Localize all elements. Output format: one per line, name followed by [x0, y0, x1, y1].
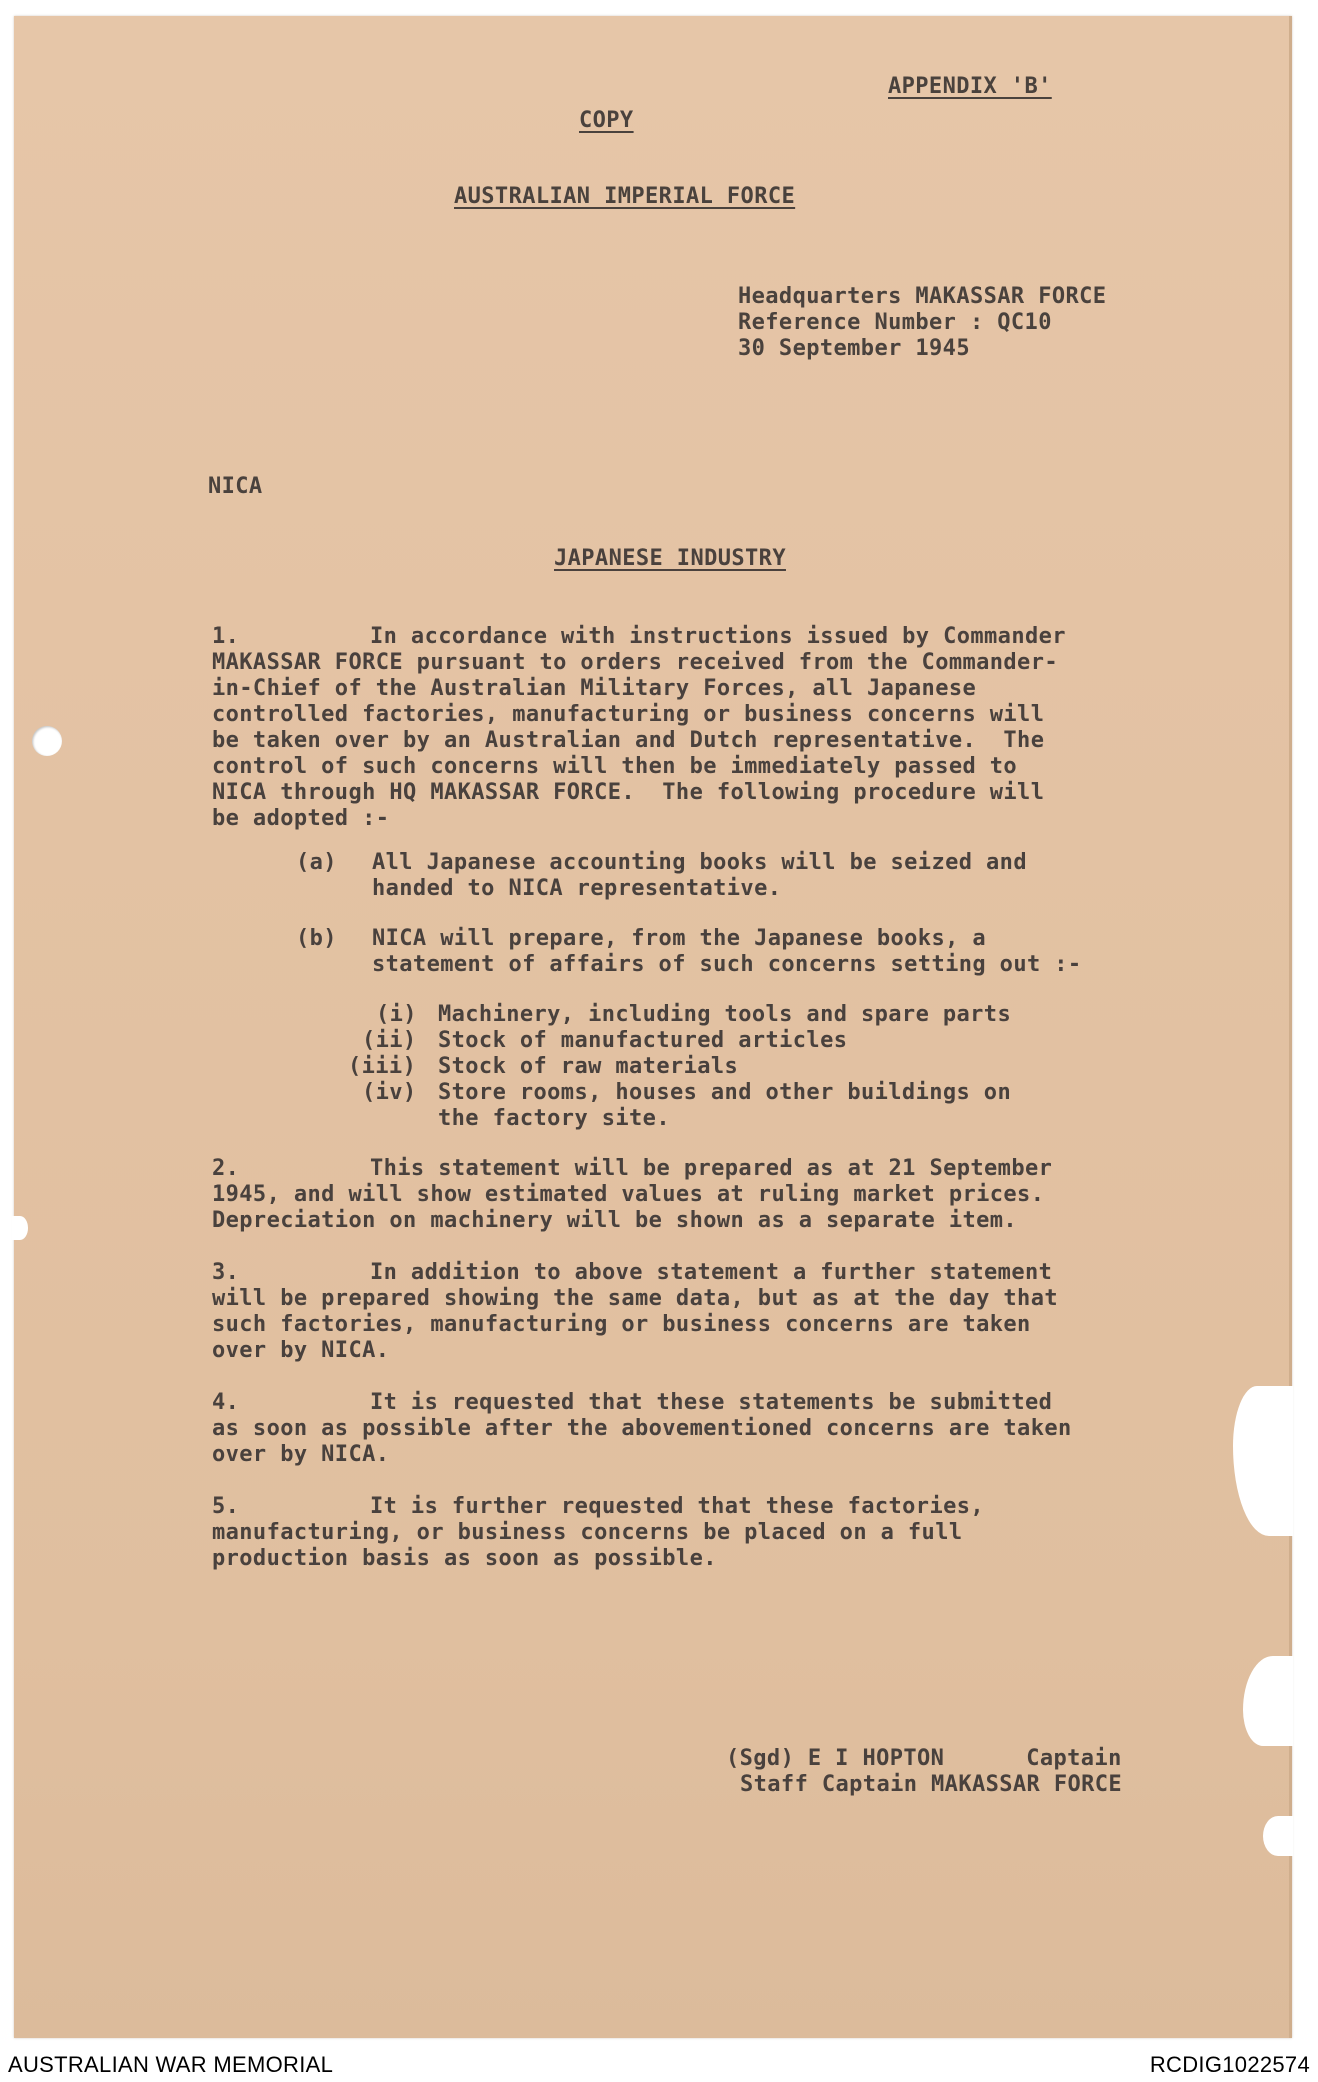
signature-title: Staff Captain MAKASSAR FORCE [740, 1772, 1123, 1797]
subitem-text: the factory site. [438, 1106, 670, 1131]
subitem-text: Stock of manufactured articles [438, 1028, 848, 1053]
appendix-label: APPENDIX 'B' [888, 74, 1052, 99]
text-line: as soon as possible after the abovementioned concerns are taken [212, 1416, 1072, 1441]
text-line: This statement will be prepared as at 21 September [370, 1156, 1053, 1181]
paper-damage [1263, 1816, 1293, 1856]
paper-damage [1233, 1386, 1293, 1536]
paragraph-3 [212, 1260, 1058, 1364]
paragraph-number: 2. [212, 1156, 240, 1181]
subitem-label: (ii) [362, 1028, 417, 1053]
subitem-text: Stock of raw materials [438, 1054, 739, 1079]
text-line: NICA through HQ MAKASSAR FORCE. The following procedure will [212, 780, 1045, 805]
paragraph-2 [212, 1156, 1052, 1234]
text-line: statement of affairs of such concerns setting out :- [372, 952, 1082, 977]
text-line: production basis as soon as possible. [212, 1546, 717, 1571]
subitem-text: Machinery, including tools and spare parts [438, 1002, 1012, 1027]
text-line: It is requested that these statements be submitted [370, 1390, 1053, 1415]
document-sheet [14, 16, 1292, 2038]
text-line: Depreciation on machinery will be shown as a separate item. [212, 1208, 1018, 1233]
header-line: Headquarters MAKASSAR FORCE [738, 284, 1107, 309]
text-line: control of such concerns will then be immediately passed to [212, 754, 1018, 779]
text-line: be adopted :- [212, 806, 390, 831]
text-line: In addition to above statement a further statement [370, 1260, 1053, 1285]
punch-notch [12, 1216, 28, 1240]
footer-source: AUSTRALIAN WAR MEMORIAL [8, 2052, 334, 2077]
paragraph-5 [212, 1494, 984, 1572]
paragraph-4 [212, 1390, 1072, 1468]
text-line: in-Chief of the Australian Military Forces, all Japanese [212, 676, 977, 701]
header-line: 30 September 1945 [738, 336, 970, 361]
paragraph-number: 4. [212, 1390, 240, 1415]
item-label: (b) [296, 926, 337, 951]
text-line: such factories, manufacturing or business concerns are taken [212, 1312, 1031, 1337]
text-line: MAKASSAR FORCE pursuant to orders received from the Commander- [212, 650, 1058, 675]
item-label: (a) [296, 850, 337, 875]
text-line: It is further requested that these factories, [370, 1494, 985, 1519]
text-line: over by NICA. [212, 1442, 390, 1467]
addressee: NICA [208, 474, 263, 499]
text-line: All Japanese accounting books will be seized and [372, 850, 1027, 875]
paragraph-number: 5. [212, 1494, 240, 1519]
subitem-label: (i) [376, 1002, 417, 1027]
text-line: be taken over by an Australian and Dutch representative. The [212, 728, 1045, 753]
text-line: manufacturing, or business concerns be placed on a full [212, 1520, 963, 1545]
subitem-label: (iii) [348, 1054, 417, 1079]
paper-damage [1243, 1656, 1293, 1746]
header-line: Reference Number : QC10 [738, 310, 1052, 335]
paragraph-number: 3. [212, 1260, 240, 1285]
text-line: over by NICA. [212, 1338, 390, 1363]
signature-line: (Sgd) E I HOPTON Captain [726, 1746, 1122, 1771]
text-line: handed to NICA representative. [372, 876, 782, 901]
subitem-text: Store rooms, houses and other buildings on [438, 1080, 1012, 1105]
text-line: 1945, and will show estimated values at ruling market prices. [212, 1182, 1045, 1207]
copy-label: COPY [579, 108, 634, 133]
item-a [372, 850, 1027, 902]
paragraph-1 [212, 624, 1066, 832]
punch-hole [32, 726, 62, 756]
paragraph-number: 1. [212, 624, 240, 649]
text-line: NICA will prepare, from the Japanese books, a [372, 926, 987, 951]
subject-heading: JAPANESE INDUSTRY [554, 546, 786, 571]
organisation-heading: AUSTRALIAN IMPERIAL FORCE [454, 184, 796, 209]
text-line: will be prepared showing the same data, but as at the day that [212, 1286, 1058, 1311]
item-b [372, 926, 1082, 978]
subitem-label: (iv) [362, 1080, 417, 1105]
footer-id: RCDIG1022574 [1149, 2052, 1310, 2077]
text-line: controlled factories, manufacturing or business concerns will [212, 702, 1045, 727]
text-line: In accordance with instructions issued by Commander [370, 624, 1066, 649]
